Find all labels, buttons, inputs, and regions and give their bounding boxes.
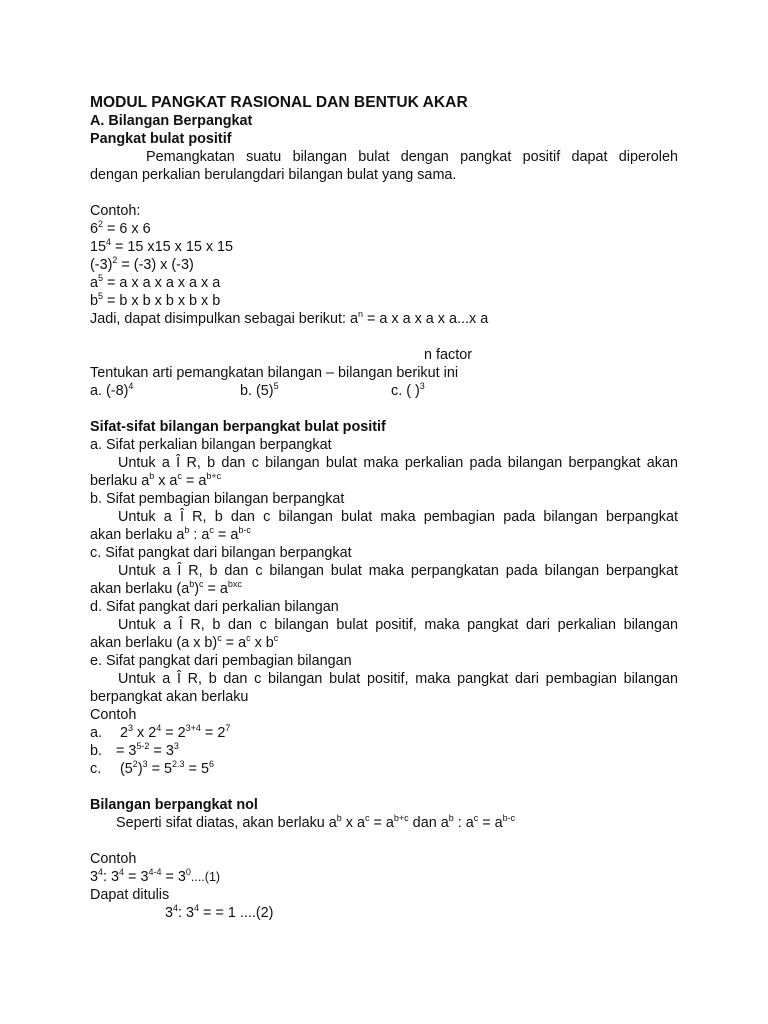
nol-heading: Bilangan berpangkat nol (90, 797, 258, 813)
dapat-ditulis: Dapat ditulis (90, 887, 170, 903)
section-heading-a: A. Bilangan Berpangkat (90, 113, 253, 129)
contoh-3-line2: $3^4$: $3^4$ = = 1 ....(2) (165, 903, 274, 921)
contoh-2-a: a. $2^3$ x $2^4 = 2^{3+4} = 2^7$ (90, 723, 231, 741)
sifat-c-line1: Untuk a Î R, b dan c bilangan bulat maka perpangkatan pada bilangan berpangkat (118, 563, 678, 579)
sifat-d-label: d. Sifat pangkat dari perkalian bilangan (90, 599, 339, 615)
conclusion-line: Jadi, dapat disimpulkan sebagai berikut: $a^n = a$ x a x a x a...x a (90, 309, 489, 327)
sifat-a-label: a. Sifat perkalian bilangan berpangkat (90, 437, 332, 453)
contoh-3-line1: $3^4$: $3^4 = 3^{4-4} = 3^0....(1)$ (90, 867, 221, 885)
contoh-label: Contoh: (90, 203, 141, 219)
nol-rule-line: Seperti sifat diatas, akan berlaku $a^b$ x $a^c = a^{b+c}$ dan $a^b$ : $a^c = a^{b-c}$ (116, 813, 516, 831)
example-line: $a^5 = a$ x a x a x a x a (90, 273, 221, 291)
sifat-a-formula: berlaku $a^b$ x $a^c = a^{b+c}$ (90, 471, 222, 489)
sifat-e-line1: Untuk a Î R, b dan c bilangan bulat positif, maka pangkat dari pembagian bilangan (118, 671, 678, 687)
sifat-b-label: b. Sifat pembagian bilangan berpangkat (90, 491, 345, 507)
example-line: $(-3)^2 = (-3)$ x (-3) (90, 255, 194, 273)
sifat-b-formula: akan berlaku $a^b$ : $a^c = a^{b-c}$ (90, 525, 251, 543)
sifat-d-line1: Untuk a Î R, b dan c bilangan bulat positif, maka pangkat dari perkalian bilangan (118, 617, 678, 633)
document-title: MODUL PANGKAT RASIONAL DAN BENTUK AKAR (90, 94, 468, 111)
sifat-e-label: e. Sifat pangkat dari pembagian bilangan (90, 653, 352, 669)
sifat-c-label: c. Sifat pangkat dari bilangan berpangkat (90, 545, 352, 561)
sifat-a-line1: Untuk a Î R, b dan c bilangan bulat maka perkalian pada bilangan berpangkat akan (118, 455, 678, 471)
sifat-d-formula: akan berlaku (a x $b)^c = a^c$ x $b^c$ (90, 633, 279, 651)
exercise-c: c. ( )$^3$ (391, 381, 425, 399)
intro-line-2: dengan perkalian berulangdari bilangan bulat yang sama. (90, 167, 457, 183)
exercise-instruction: Tentukan arti pemangkatan bilangan – bilangan berikut ini (90, 365, 459, 381)
contoh-2-b: b. = $3^{5-2} = 3^3$ (90, 741, 179, 759)
sifat-c-formula: akan berlaku $(a^b)^c = a^{bxc}$ (90, 579, 242, 597)
intro-line-1: Pemangkatan suatu bilangan bulat dengan pangkat positif dapat diperoleh (146, 149, 678, 165)
exercise-b: b. $(5)^5$ (240, 381, 279, 399)
contoh-2-label: Contoh (90, 707, 137, 723)
contoh-3-label: Contoh (90, 851, 137, 867)
n-factor-label: n factor (424, 347, 472, 363)
subheading-pangkat-positif: Pangkat bulat positif (90, 131, 232, 147)
example-line: $b^5 = b$ x b x b x b x b (90, 291, 221, 309)
example-line: $15^4 = 15$ x15 x 15 x 15 (90, 237, 234, 255)
sifat-e-line2: berpangkat akan berlaku (90, 689, 249, 705)
sifat-b-line1: Untuk a Î R, b dan c bilangan bulat maka pembagian pada bilangan berpangkat (118, 509, 678, 525)
sifat-heading: Sifat-sifat bilangan berpangkat bulat positif (90, 419, 386, 435)
example-line: $6^2 = 6$ x 6 (90, 219, 151, 237)
exercise-a: a. $(-8)^4$ (90, 381, 134, 399)
contoh-2-c: c. $(5^2)^3 = 5^{2.3} = 5^6$ (90, 759, 214, 777)
